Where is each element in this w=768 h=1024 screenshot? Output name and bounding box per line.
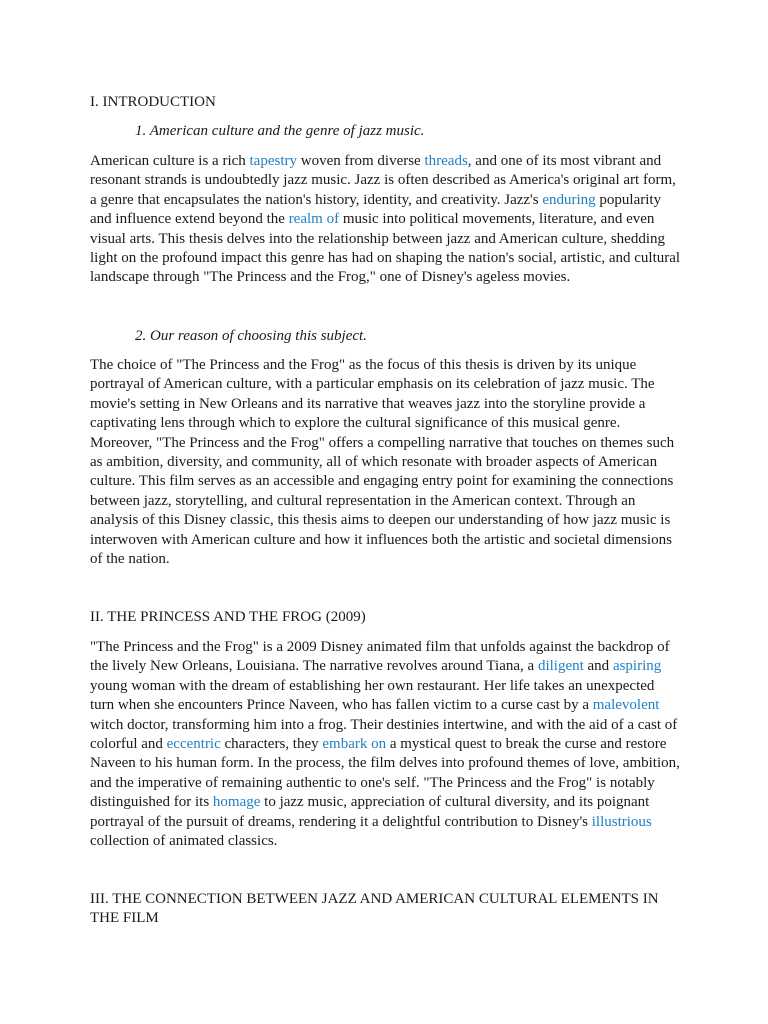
highlighted-term: tapestry (249, 153, 297, 169)
highlighted-term: illustrious (591, 813, 652, 830)
highlighted-term: homage (212, 794, 261, 811)
paragraph-film-summary: "The Princess and the Frog" is a 2009 Disney animated film that unfolds against the backdrop of the lively New Orleans, Louisiana. The narrative revolves around Tiana, a diligent and aspiring young woman with the dream of establishing her own restaurant. Her life takes an unexpected turn when she encounters Prince Naveen, who has fallen victim to a curse cast by a malevolent witch doctor, transforming him into a frog. Their destinies intertwine, and with the aid of a cast of colorful and eccentric characters, they embark on a mystical quest to break the curse and restore Naveen to his human form. In the process, the film delves into profound themes of love, ambition, and the imperative of remaining authentic to one's self. "The Princess and the Frog" is notably distinguished for its homage to jazz music, appreciation of cultural diversity, and its poignant portrayal of the pursuit of dreams, rendering it a delightful contribution to Disney's illustrious collection of animated classics. (90, 639, 680, 850)
section-heading-introduction: I. INTRODUCTION (90, 94, 216, 110)
subheading-american-culture: 1. American culture and the genre of jazz music. (135, 123, 425, 139)
highlighted-term: eccentric (166, 736, 221, 753)
section-heading-connection: III. THE CONNECTION BETWEEN JAZZ AND AMERICAN CULTURAL ELEMENTS IN THE FILM (90, 891, 659, 927)
subheading-reason: 2. Our reason of choosing this subject. (135, 328, 367, 344)
section-heading-princess-frog: II. THE PRINCESS AND THE FROG (2009) (90, 609, 366, 625)
highlighted-term: embark on (322, 736, 387, 753)
paragraph-reason: The choice of "The Princess and the Frog" as the focus of this thesis is driven by its unique portrayal of American culture, with a particular emphasis on its celebration of jazz music. The movie's setting in New Orleans and its narrative that weaves jazz into the storyline provide a captivating lens through which to explore the cultural significance of this musical genre. Moreover, "The Princess and the Frog" offers a compelling narrative that touches on themes such as ambition, diversity, and community, all of which resonate with broader aspects of American culture. This film serves as an accessible and engaging entry point for examining the connections between jazz, storytelling, and cultural representation in the American context. Through an analysis of this Disney classic, this thesis aims to deepen our understanding of how jazz music is interwoven with American culture and how it influences both the artistic and societal dimensions of the nation. (90, 357, 675, 568)
highlighted-term: realm of (288, 211, 340, 228)
highlighted-term: aspiring (612, 658, 662, 675)
paragraph-american-culture: American culture is a rich tapestry woven from diverse threads, and one of its most vibrant and resonant strands is undoubtedly jazz music. Jazz is often described as America's original art form, a genre that encapsulates the nation's history, identity, and creativity. Jazz's enduring popularity and influence extend beyond the realm of music into political movements, literature, and even visual arts. This thesis delves into the relationship between jazz and American culture, shedding light on the profound impact this genre has had on shaping the nation's social, artistic, and cultural landscape through "The Princess and the Frog," one of Disney's ageless movies. (90, 153, 681, 286)
highlighted-term: threads (424, 153, 468, 169)
highlighted-term: enduring (542, 191, 596, 208)
highlighted-term: malevolent (592, 697, 660, 714)
highlighted-term: diligent (537, 658, 584, 675)
